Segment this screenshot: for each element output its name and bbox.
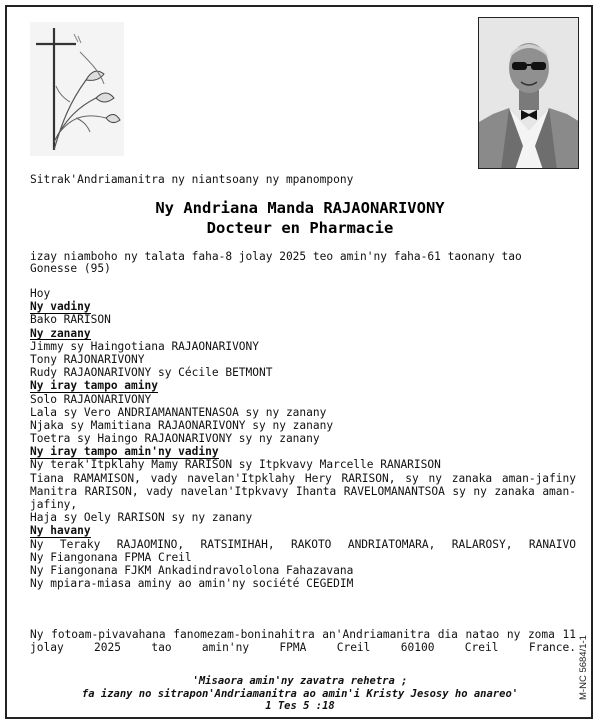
list-item: Rudy RAJAONARIVONY sy Cécile BETMONT bbox=[30, 366, 273, 380]
section-heading-siblings: Ny iray tampo aminy bbox=[30, 379, 158, 393]
section-heading-relatives: Ny havany bbox=[30, 524, 91, 538]
list-item: Ny terak'Itpklahy Mamy RARISON sy Itpkvavy Marcelle RANARISON bbox=[30, 458, 441, 472]
funeral-notice bbox=[30, 628, 576, 654]
section-heading-children: Ny zanany bbox=[30, 326, 91, 340]
deceased-name: Ny Andriana Manda RAJAONARIVONY bbox=[155, 199, 445, 217]
list-item: Ny mpiara-miasa aminy ao amin'ny société CEGEDIM bbox=[30, 577, 354, 591]
list-item: Manitra RARISON, vady navelan'Itpkvavy Ihanta RAVELOMANANTSOA sy ny zanaka aman-jafiny, bbox=[30, 484, 576, 512]
list-item: Toetra sy Haingo RAJAONARIVONY sy ny zanany bbox=[30, 432, 320, 446]
intro-line: Sitrak'Andriamanitra ny niantsoany ny mpanompony bbox=[30, 173, 354, 186]
list-item: Jimmy sy Haingotiana RAJAONARIVONY bbox=[30, 339, 260, 353]
verse-line-1: 'Misaora amin'ny zavatra rehetra ; bbox=[192, 675, 408, 687]
list-item: Haja sy Oely RARISON sy ny zanany bbox=[30, 511, 253, 525]
deceased-title: Docteur en Pharmacie bbox=[206, 219, 394, 237]
list-item: Ny Fiangonana FJKM Ankadindravololona Fahazavana bbox=[30, 564, 354, 577]
list-item: Ny Teraky RAJAOMINO, RATSIMIHAH, RAKOTO ANDRIATOMARA, RALAROSY, RANAIVO bbox=[30, 537, 576, 551]
list-item: Bako RARISON bbox=[30, 313, 111, 327]
verse-line-2: fa izany no sitrapon'Andriamanitra ao amin'i Kristy Jesosy ho anareo' bbox=[81, 687, 519, 700]
section-heading-spouse-siblings: Ny iray tampo amin'ny vadiny bbox=[30, 445, 219, 459]
ad-reference: M-NC 5684/1-1 bbox=[578, 635, 589, 700]
list-item: Njaka sy Mamitiana RAJAONARIVONY sy ny zanany bbox=[30, 418, 334, 432]
verse-reference: 1 Tes 5 :18 bbox=[265, 700, 335, 712]
list-item: Ny Fiangonana FPMA Creil bbox=[30, 550, 192, 564]
list-item: Tony RAJONARIVONY bbox=[30, 352, 145, 366]
family-list bbox=[30, 287, 576, 590]
list-item: Solo RAJAONARIVONY bbox=[30, 392, 152, 406]
list-item: Tiana RAMAMISON, vady navelan'Itpklahy Hery RARISON, sy ny zanaka aman-jafiny bbox=[30, 471, 576, 485]
death-notice: izay niamboho ny talata faha-8 jolay 2025 teo amin'ny faha-61 taonany tao Gonesse (95) bbox=[30, 250, 522, 275]
portrait-photo bbox=[478, 17, 579, 169]
list-item: Lala sy Vero ANDRIAMANANTENASOA sy ny zanany bbox=[30, 405, 327, 419]
cross-with-lilies-icon bbox=[30, 22, 124, 156]
funeral-text: Ny fotoam-pivavahana fanomezam-boninahitra an'Andriamanitra dia natao ny zoma 11 jolay 2025 tao amin'ny FPMA Creil 60100 Creil France. bbox=[30, 628, 576, 655]
bible-verse bbox=[0, 675, 600, 713]
section-heading-spouse: Ny vadiny bbox=[30, 300, 91, 314]
from-label: Hoy bbox=[30, 287, 51, 300]
